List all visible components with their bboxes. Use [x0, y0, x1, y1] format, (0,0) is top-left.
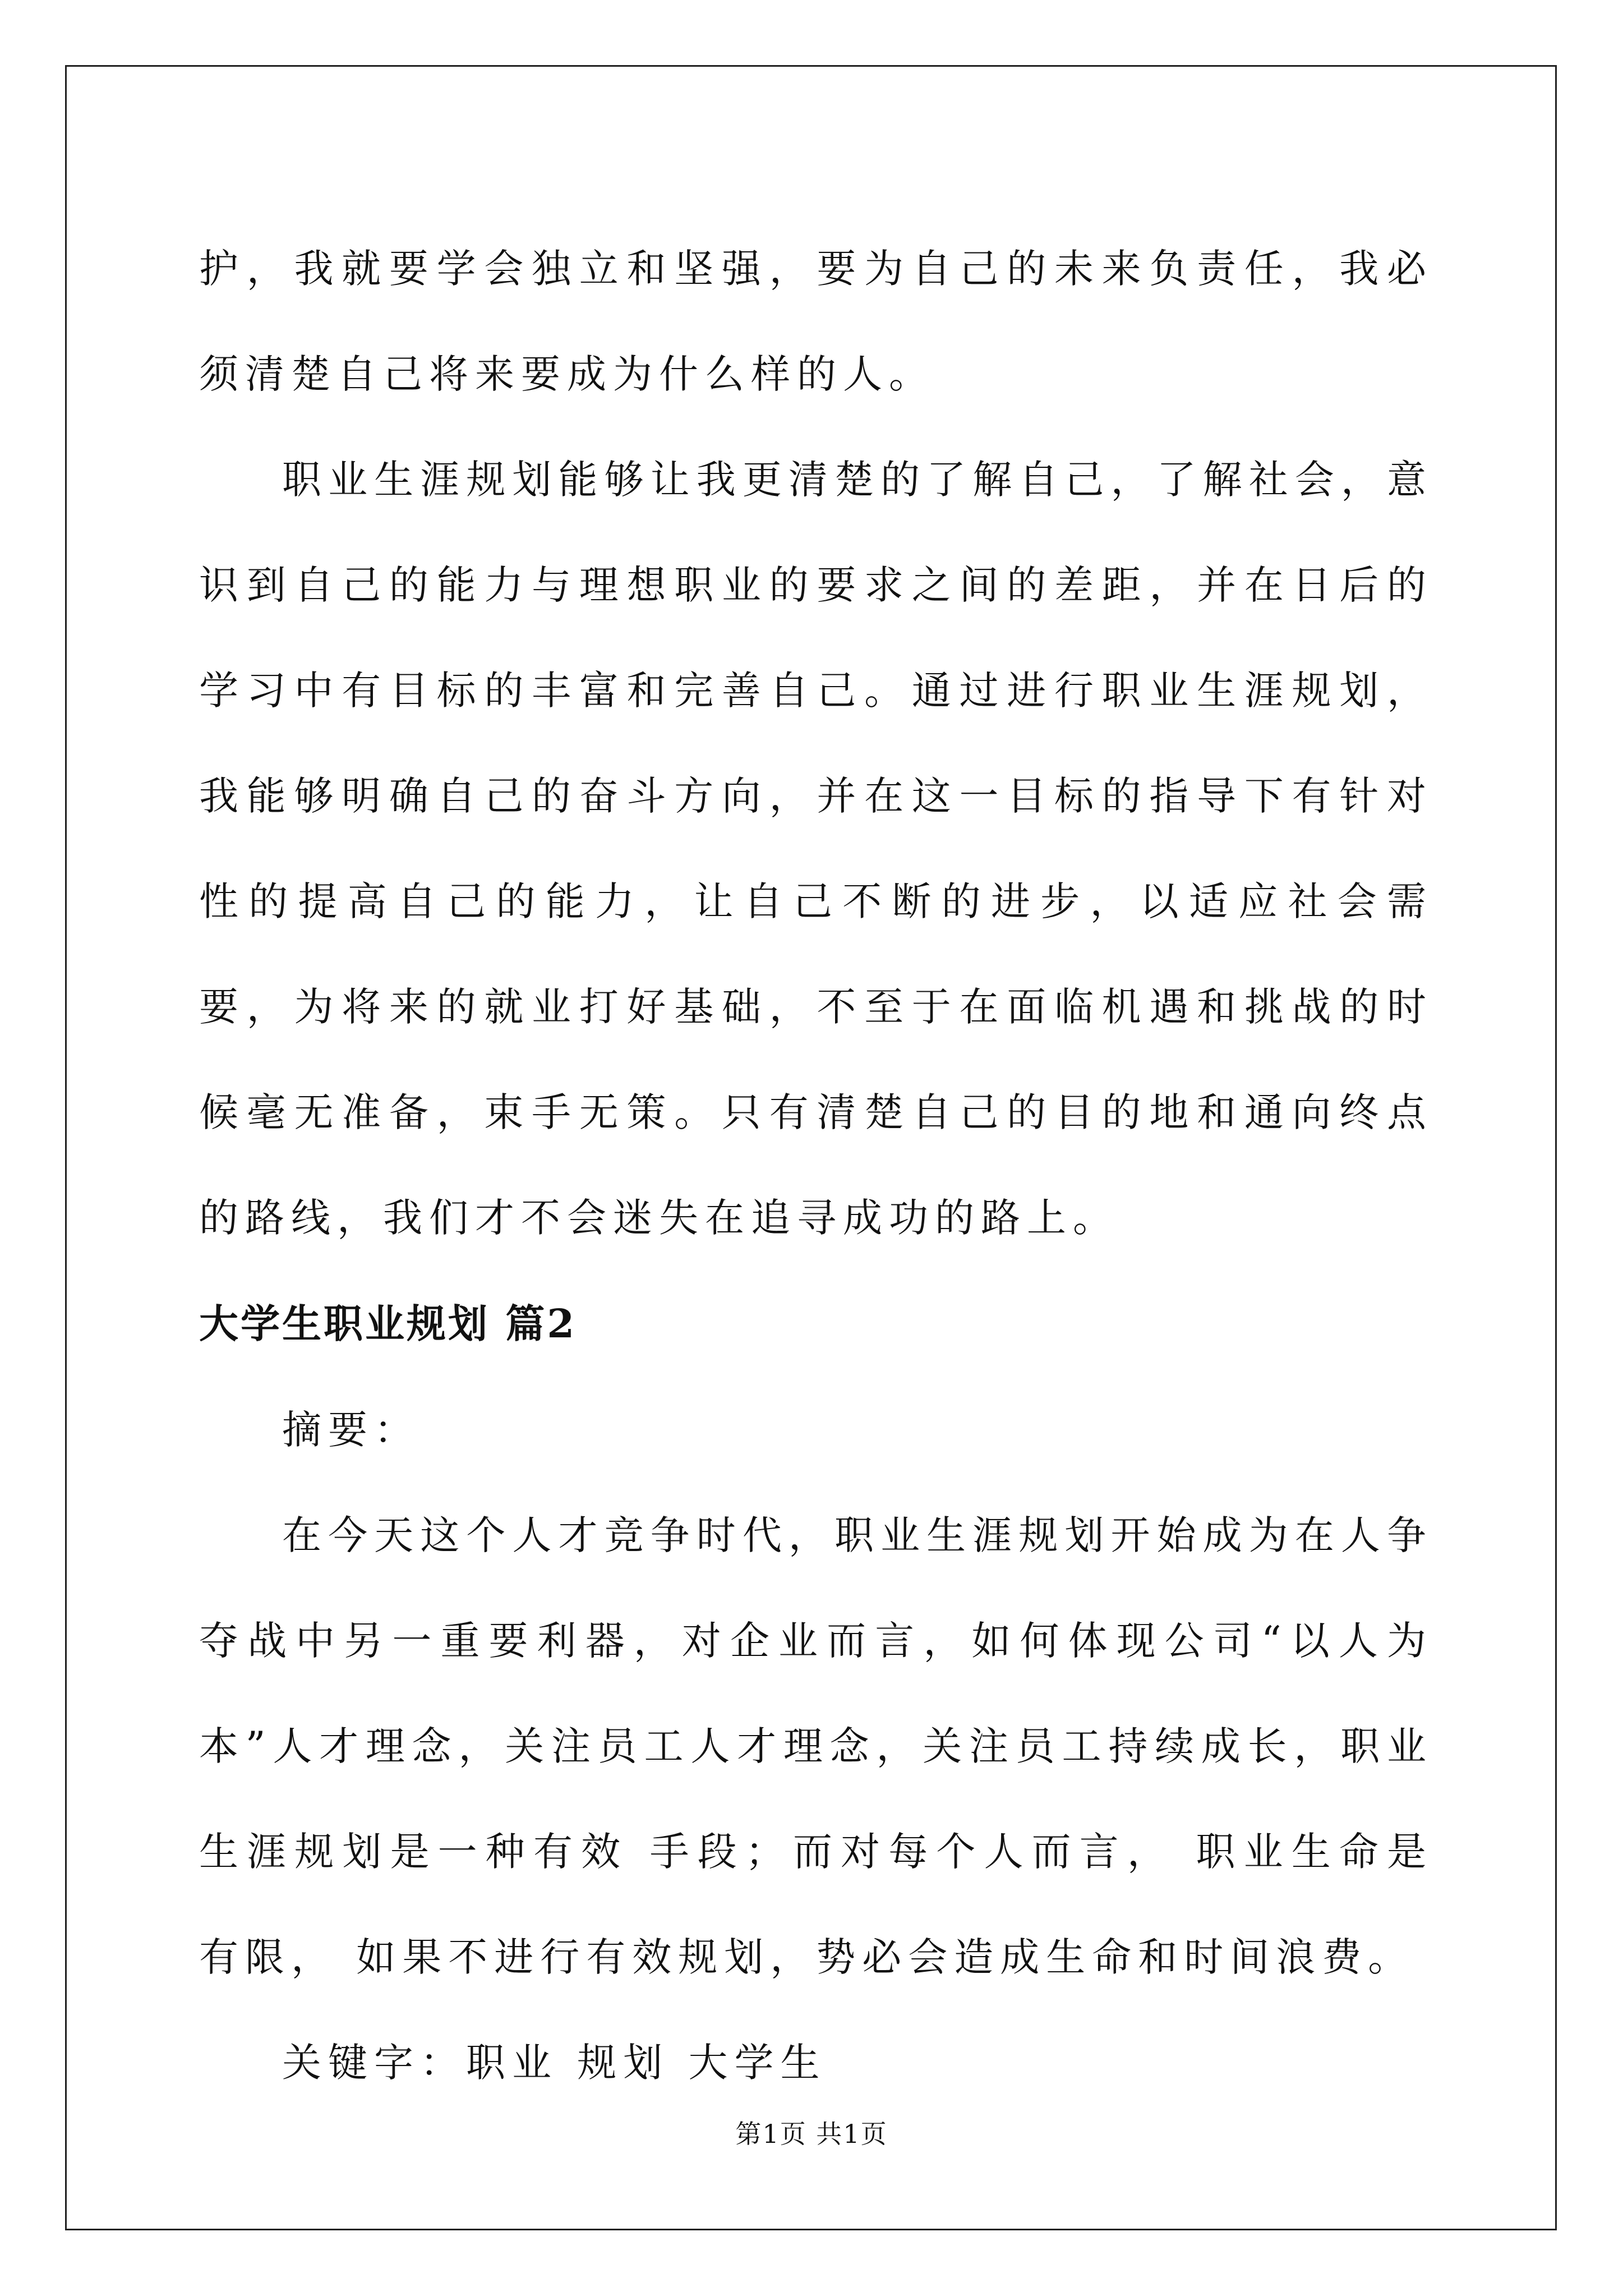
- abstract-label: 摘要：: [282, 1407, 420, 1453]
- page-footer: 第1页 共1页: [735, 2119, 888, 2149]
- paragraph-career-planning-benefits: 职业生涯规划能够让我更清楚的了解自己，了解社会，意识到自己的能力与理想职业的要求之间的差距，并在日后的学习中有目标的丰富和完善自己。通过进行职业生涯规划，我能够明确自己的奋斗方向，并在这一目标的指导下有针对性的提高自己的能力，让自己不断的进步，以适应社会需要，为将来的就业打好基础，不至于在面临机遇和挑战的时候毫无准备，束手无策。只有清楚自己的目的地和通向终点的路线，我们才不会迷失在追寻成功的路上。: [199, 457, 1433, 1241]
- section-title: 大学生职业规划 篇2: [199, 1300, 577, 1347]
- document-body: [199, 216, 1433, 2115]
- paragraph-continuation: 护，我就要学会独立和坚强，要为自己的未来负责任，我必须清楚自己将来要成为什么样的人。: [199, 246, 1433, 397]
- abstract-text: 在今天这个人才竞争时代，职业生涯规划开始成为在人争夺战中另一重要利器，对企业而言，如何体现公司“以人为本”人才理念，关注员工人才理念，关注员工持续成长，职业生涯规划是一种有效 手段；而对每个人而言， 职业生命是有限， 如果不进行有效规划，势必会造成生命和时间浪费。: [199, 1512, 1433, 1980]
- keywords: 关键字：职业 规划 大学生: [282, 2040, 827, 2086]
